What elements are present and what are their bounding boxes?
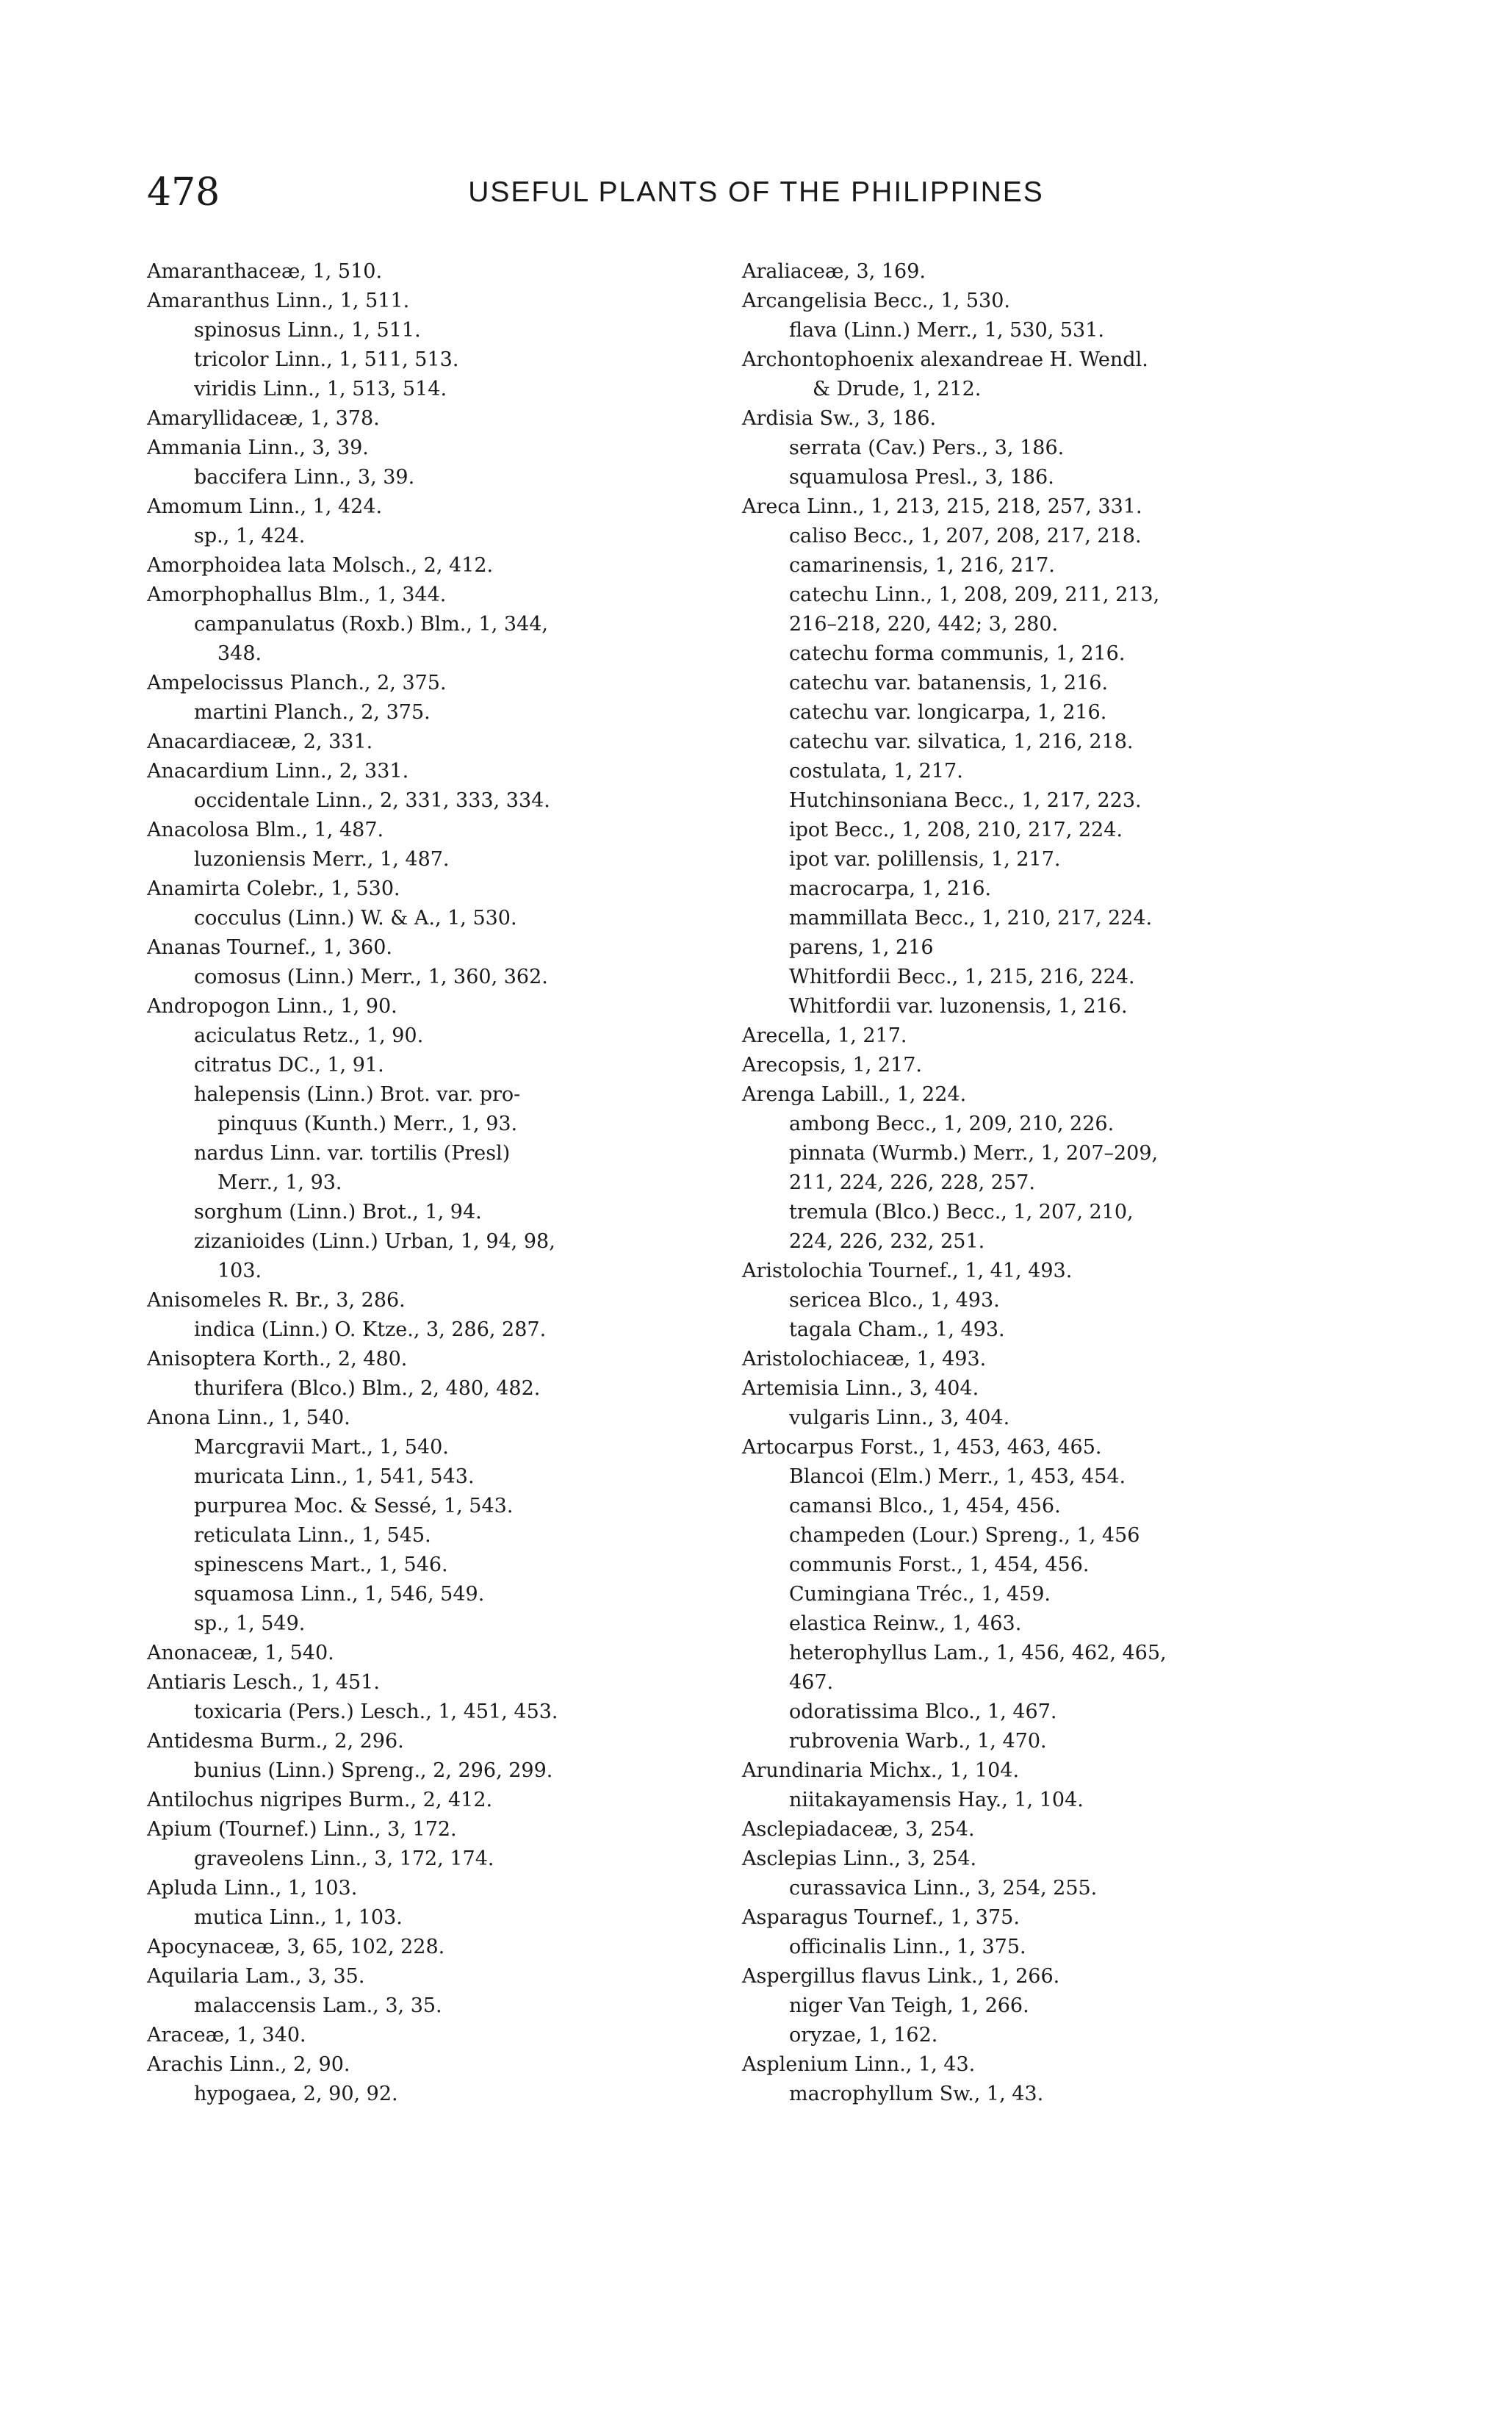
index-entry-main: Ananas Tournef., 1, 360. (147, 936, 392, 959)
index-entry-main: Amaranthus Linn., 1, 511. (147, 290, 410, 312)
index-entry-main: Arcangelisia Becc., 1, 530. (742, 290, 1010, 312)
index-entry-main: Ammania Linn., 3, 39. (147, 436, 369, 459)
index-entry-sub: Blancoi (Elm.) Merr., 1, 453, 454. (789, 1465, 1126, 1488)
index-entry-sub: champeden (Lour.) Spreng., 1, 456 (789, 1524, 1140, 1547)
index-entry-sub: malaccensis Lam., 3, 35. (194, 1994, 442, 2017)
index-entry-sub: sericea Blco., 1, 493. (789, 1289, 1000, 1312)
index-entry-main: Asparagus Tournef., 1, 375. (742, 1906, 1020, 1929)
index-entry-main: Asclepias Linn., 3, 254. (742, 1847, 977, 1870)
index-entry-sub: 216–218, 220, 442; 3, 280. (789, 613, 1059, 636)
index-entry-main: Archontophoenix alexandreae H. Wendl. (742, 348, 1148, 371)
index-entry-sub: vulgaris Linn., 3, 404. (789, 1406, 1010, 1429)
index-entry-sub: Marcgravii Mart., 1, 540. (194, 1436, 449, 1459)
index-entry-sub: tagala Cham., 1, 493. (789, 1318, 1005, 1341)
index-entry-sub: macrocarpa, 1, 216. (789, 877, 992, 900)
index-entry-sub: flava (Linn.) Merr., 1, 530, 531. (789, 319, 1104, 342)
index-entry-sub: spinescens Mart., 1, 546. (194, 1553, 448, 1576)
index-entry-main: Andropogon Linn., 1, 90. (147, 995, 397, 1018)
index-entry-main: Anacolosa Blm., 1, 487. (147, 819, 384, 841)
index-entry-sub: tricolor Linn., 1, 511, 513. (194, 348, 459, 371)
index-entry-sub: elastica Reinw., 1, 463. (789, 1612, 1022, 1635)
index-entry-main: Antidesma Burm., 2, 296. (147, 1730, 404, 1753)
index-entry-sub: parens, 1, 216 (789, 936, 934, 959)
index-entry-main: Antiaris Lesch., 1, 451. (147, 1671, 380, 1694)
index-entry-main: Anacardiaceæ, 2, 331. (147, 730, 373, 753)
index-entry-continuation: 103. (217, 1260, 262, 1282)
index-entry-sub: indica (Linn.) O. Ktze., 3, 286, 287. (194, 1318, 547, 1341)
index-entry-sub: comosus (Linn.) Merr., 1, 360, 362. (194, 966, 548, 988)
index-entry-sub: curassavica Linn., 3, 254, 255. (789, 1877, 1098, 1900)
index-entry-sub: purpurea Moc. & Sessé, 1, 543. (194, 1495, 514, 1517)
index-entry-sub: macrophyllum Sw., 1, 43. (789, 2083, 1044, 2105)
index-entry-sub: baccifera Linn., 3, 39. (194, 466, 415, 489)
index-entry-sub: halepensis (Linn.) Brot. var. pro- (194, 1083, 521, 1106)
index-entry-sub: catechu var. longicarpa, 1, 216. (789, 701, 1107, 724)
index-entry-sub: caliso Becc., 1, 207, 208, 217, 218. (789, 525, 1142, 547)
index-entry-sub: viridis Linn., 1, 513, 514. (194, 378, 447, 400)
index-entry-sub: niger Van Teigh, 1, 266. (789, 1994, 1029, 2017)
index-column-right (742, 257, 1344, 2109)
index-entry-main: Arachis Linn., 2, 90. (147, 2053, 350, 2076)
index-column-left (147, 257, 735, 2109)
page-number: 478 (147, 170, 220, 215)
index-entry-main: Apluda Linn., 1, 103. (147, 1877, 358, 1900)
index-entry-sub: rubrovenia Warb., 1, 470. (789, 1730, 1047, 1753)
index-entry-continuation: Merr., 1, 93. (217, 1171, 342, 1194)
index-entry-main: Amaryllidaceæ, 1, 378. (147, 407, 380, 430)
index-entry-sub: catechu forma communis, 1, 216. (789, 642, 1126, 665)
index-entry-sub: 211, 224, 226, 228, 257. (789, 1171, 1035, 1194)
index-entry-sub: heterophyllus Lam., 1, 456, 462, 465, (789, 1642, 1167, 1664)
index-entry-sub: campanulatus (Roxb.) Blm., 1, 344, (194, 613, 549, 636)
index-entry-sub: Cumingiana Tréc., 1, 459. (789, 1583, 1051, 1606)
index-entry-main: Aristolochia Tournef., 1, 41, 493. (742, 1260, 1073, 1282)
index-entry-sub: bunius (Linn.) Spreng., 2, 296, 299. (194, 1759, 553, 1782)
index-entry-main: Artemisia Linn., 3, 404. (742, 1377, 979, 1400)
index-entry-sub: officinalis Linn., 1, 375. (789, 1936, 1026, 1958)
index-entry-main: Asclepiadaceæ, 3, 254. (742, 1818, 975, 1841)
index-entry-main: Arecopsis, 1, 217. (742, 1054, 923, 1077)
index-entry-main: Asplenium Linn., 1, 43. (742, 2053, 976, 2076)
index-entry-sub: occidentale Linn., 2, 331, 333, 334. (194, 789, 550, 812)
index-entry-sub: sp., 1, 424. (194, 525, 306, 547)
index-entry-sub: mammillata Becc., 1, 210, 217, 224. (789, 907, 1153, 930)
index-entry-main: Arenga Labill., 1, 224. (742, 1083, 967, 1106)
index-entry-main: Amaranthaceæ, 1, 510. (147, 260, 383, 283)
index-entry-sub: martini Planch., 2, 375. (194, 701, 431, 724)
index-entry-main: Apium (Tournef.) Linn., 3, 172. (147, 1818, 457, 1841)
index-entry-continuation: 348. (217, 642, 262, 665)
index-entry-sub: catechu var. silvatica, 1, 216, 218. (789, 730, 1134, 753)
index-entry-main: Amorphophallus Blm., 1, 344. (147, 583, 447, 606)
index-entry-main: Amomum Linn., 1, 424. (147, 495, 383, 518)
index-entry-sub: nardus Linn. var. tortilis (Presl) (194, 1142, 511, 1165)
index-entry-main: Aristolochiaceæ, 1, 493. (742, 1348, 987, 1370)
index-entry-sub: zizanioides (Linn.) Urban, 1, 94, 98, (194, 1230, 555, 1253)
index-entry-main: Aquilaria Lam., 3, 35. (147, 1965, 365, 1988)
index-entry-sub: Hutchinsoniana Becc., 1, 217, 223. (789, 789, 1142, 812)
index-entry-continuation: pinquus (Kunth.) Merr., 1, 93. (217, 1113, 518, 1135)
index-entry-sub: costulata, 1, 217. (789, 760, 963, 783)
index-entry-main: Anisomeles R. Br., 3, 286. (147, 1289, 406, 1312)
index-entry-sub: communis Forst., 1, 454, 456. (789, 1553, 1090, 1576)
index-entry-sub: catechu Linn., 1, 208, 209, 211, 213, (789, 583, 1160, 606)
index-entry-continuation: & Drude, 1, 212. (813, 378, 982, 400)
index-entry-main: Anacardium Linn., 2, 331. (147, 760, 409, 783)
index-entry-main: Aspergillus flavus Link., 1, 266. (742, 1965, 1060, 1988)
index-entry-sub: luzoniensis Merr., 1, 487. (194, 848, 450, 871)
index-entry-main: Araceæ, 1, 340. (147, 2024, 306, 2047)
index-entry-main: Apocynaceæ, 3, 65, 102, 228. (147, 1936, 445, 1958)
index-entry-sub: graveolens Linn., 3, 172, 174. (194, 1847, 494, 1870)
index-entry-sub: ipot Becc., 1, 208, 210, 217, 224. (789, 819, 1123, 841)
index-entry-sub: camansi Blco., 1, 454, 456. (789, 1495, 1061, 1517)
index-entry-sub: tremula (Blco.) Becc., 1, 207, 210, (789, 1201, 1134, 1224)
index-entry-main: Arundinaria Michx., 1, 104. (742, 1759, 1020, 1782)
index-entry-main: Amorphoidea lata Molsch., 2, 412. (147, 554, 494, 577)
index-entry-sub: aciculatus Retz., 1, 90. (194, 1024, 424, 1047)
index-entry-sub: squamulosa Presl., 3, 186. (789, 466, 1054, 489)
index-entry-sub: sorghum (Linn.) Brot., 1, 94. (194, 1201, 482, 1224)
index-entry-sub: citratus DC., 1, 91. (194, 1054, 384, 1077)
index-entry-sub: odoratissima Blco., 1, 467. (789, 1700, 1057, 1723)
index-entry-sub: squamosa Linn., 1, 546, 549. (194, 1583, 485, 1606)
running-title: USEFUL PLANTS OF THE PHILIPPINES (468, 176, 1044, 208)
index-entry-sub: toxicaria (Pers.) Lesch., 1, 451, 453. (194, 1700, 558, 1723)
index-entry-sub: muricata Linn., 1, 541, 543. (194, 1465, 475, 1488)
index-entry-main: Areca Linn., 1, 213, 215, 218, 257, 331. (742, 495, 1142, 518)
index-entry-main: Arecella, 1, 217. (742, 1024, 907, 1047)
index-entry-main: Artocarpus Forst., 1, 453, 463, 465. (742, 1436, 1102, 1459)
index-entry-sub: pinnata (Wurmb.) Merr., 1, 207–209, (789, 1142, 1159, 1165)
index-entry-main: Antilochus nigripes Burm., 2, 412. (147, 1789, 493, 1811)
index-entry-main: Araliaceæ, 3, 169. (742, 260, 926, 283)
index-entry-sub: hypogaea, 2, 90, 92. (194, 2083, 398, 2105)
index-entry-sub: camarinensis, 1, 216, 217. (789, 554, 1055, 577)
index-entry-sub: Whitfordii Becc., 1, 215, 216, 224. (789, 966, 1135, 988)
index-entry-sub: oryzae, 1, 162. (789, 2024, 938, 2047)
index-entry-sub: spinosus Linn., 1, 511. (194, 319, 421, 342)
index-entry-sub: catechu var. batanensis, 1, 216. (789, 672, 1109, 694)
index-entry-main: Ampelocissus Planch., 2, 375. (147, 672, 447, 694)
index-entry-sub: ambong Becc., 1, 209, 210, 226. (789, 1113, 1115, 1135)
index-entry-sub: Whitfordii var. luzonensis, 1, 216. (789, 995, 1128, 1018)
index-entry-sub: reticulata Linn., 1, 545. (194, 1524, 431, 1547)
index-entry-main: Anonaceæ, 1, 540. (147, 1642, 334, 1664)
index-entry-sub: ipot var. polillensis, 1, 217. (789, 848, 1061, 871)
index-entry-sub: 224, 226, 232, 251. (789, 1230, 985, 1253)
index-entry-sub: thurifera (Blco.) Blm., 2, 480, 482. (194, 1377, 541, 1400)
index-entry-sub: mutica Linn., 1, 103. (194, 1906, 403, 1929)
index-entry-main: Anisoptera Korth., 2, 480. (147, 1348, 408, 1370)
index-entry-main: Ardisia Sw., 3, 186. (742, 407, 937, 430)
index-entry-sub: niitakayamensis Hay., 1, 104. (789, 1789, 1084, 1811)
index-entry-sub: cocculus (Linn.) W. & A., 1, 530. (194, 907, 517, 930)
index-entry-sub: sp., 1, 549. (194, 1612, 306, 1635)
index-entry-main: Anamirta Colebr., 1, 530. (147, 877, 400, 900)
index-entry-sub: serrata (Cav.) Pers., 3, 186. (789, 436, 1065, 459)
index-entry-main: Anona Linn., 1, 540. (147, 1406, 350, 1429)
index-entry-sub: 467. (789, 1671, 834, 1694)
